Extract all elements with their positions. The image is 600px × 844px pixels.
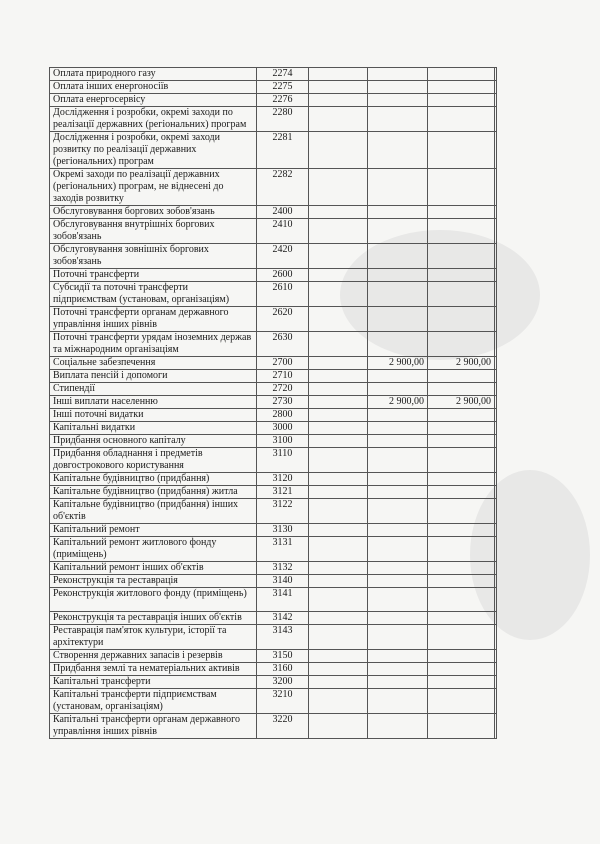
row-value-empty bbox=[495, 94, 497, 107]
row-value-empty bbox=[495, 499, 497, 524]
table-row bbox=[50, 332, 497, 357]
table-row bbox=[50, 357, 497, 370]
row-value-plan: 2 900,00 bbox=[368, 357, 428, 370]
row-code: 2710 bbox=[257, 370, 309, 383]
row-name: Дослідження і розробки, окремі заходи по реалізації державних (регіональних) програм bbox=[50, 107, 257, 132]
row-value-fact bbox=[428, 537, 495, 562]
table-row bbox=[50, 562, 497, 575]
row-value-empty bbox=[495, 575, 497, 588]
row-value-plan bbox=[368, 625, 428, 650]
row-value-plan bbox=[368, 132, 428, 169]
row-value-empty bbox=[495, 588, 497, 612]
row-name: Окремі заходи по реалізації державних (регіональних) програм, не віднесені до заходів розвитку bbox=[50, 169, 257, 206]
row-code: 3110 bbox=[257, 448, 309, 473]
row-value-empty bbox=[495, 68, 497, 81]
row-code: 3131 bbox=[257, 537, 309, 562]
row-name: Субсидії та поточні трансферти підприємствам (установам, організаціям) bbox=[50, 282, 257, 307]
table-row bbox=[50, 422, 497, 435]
row-code: 2280 bbox=[257, 107, 309, 132]
row-value-plan bbox=[368, 244, 428, 269]
row-value-plan bbox=[368, 307, 428, 332]
table-row bbox=[50, 219, 497, 244]
row-code: 3100 bbox=[257, 435, 309, 448]
table-row bbox=[50, 663, 497, 676]
row-value-empty bbox=[309, 169, 368, 206]
row-value-empty bbox=[495, 307, 497, 332]
row-name: Оплата інших енергоносіїв bbox=[50, 81, 257, 94]
row-value-fact bbox=[428, 132, 495, 169]
row-value-empty bbox=[495, 332, 497, 357]
row-value-plan bbox=[368, 383, 428, 396]
row-value-fact bbox=[428, 588, 495, 612]
row-value-empty bbox=[495, 107, 497, 132]
row-name: Придбання основного капіталу bbox=[50, 435, 257, 448]
row-code: 3200 bbox=[257, 676, 309, 689]
row-value-empty bbox=[495, 396, 497, 409]
row-value-plan bbox=[368, 206, 428, 219]
row-value-plan bbox=[368, 575, 428, 588]
row-value-fact bbox=[428, 625, 495, 650]
table-row bbox=[50, 575, 497, 588]
row-value-plan bbox=[368, 94, 428, 107]
table-row bbox=[50, 435, 497, 448]
row-value-empty bbox=[495, 370, 497, 383]
row-value-empty bbox=[495, 269, 497, 282]
row-value-fact bbox=[428, 244, 495, 269]
row-code: 2420 bbox=[257, 244, 309, 269]
table-row bbox=[50, 244, 497, 269]
row-name: Поточні трансферти bbox=[50, 269, 257, 282]
row-name: Капітальні трансферти bbox=[50, 676, 257, 689]
row-value-empty bbox=[309, 307, 368, 332]
row-value-empty bbox=[309, 107, 368, 132]
table-row bbox=[50, 169, 497, 206]
row-value-empty bbox=[309, 383, 368, 396]
row-code: 3220 bbox=[257, 714, 309, 739]
table-row bbox=[50, 650, 497, 663]
table-row bbox=[50, 499, 497, 524]
row-value-empty bbox=[495, 714, 497, 739]
row-name: Оплата енергосервісу bbox=[50, 94, 257, 107]
table-row bbox=[50, 689, 497, 714]
table-row bbox=[50, 107, 497, 132]
row-value-fact bbox=[428, 169, 495, 206]
row-value-plan bbox=[368, 68, 428, 81]
row-code: 2600 bbox=[257, 269, 309, 282]
row-value-empty bbox=[309, 370, 368, 383]
row-name: Поточні трансферти урядам іноземних держав та міжнародним організаціям bbox=[50, 332, 257, 357]
row-name: Обслуговування боргових зобов'язань bbox=[50, 206, 257, 219]
row-value-plan bbox=[368, 81, 428, 94]
row-value-plan bbox=[368, 524, 428, 537]
row-value-empty bbox=[309, 244, 368, 269]
row-code: 3140 bbox=[257, 575, 309, 588]
table-row bbox=[50, 269, 497, 282]
row-name: Стипендії bbox=[50, 383, 257, 396]
row-value-empty bbox=[495, 562, 497, 575]
row-name: Реконструкція житлового фонду (приміщень) bbox=[50, 588, 257, 612]
row-value-fact bbox=[428, 409, 495, 422]
row-name: Капітальне будівництво (придбання) bbox=[50, 473, 257, 486]
row-value-empty bbox=[495, 357, 497, 370]
row-name: Капітальне будівництво (придбання) інших об'єктів bbox=[50, 499, 257, 524]
row-value-fact bbox=[428, 524, 495, 537]
row-code: 2275 bbox=[257, 81, 309, 94]
row-code: 3141 bbox=[257, 588, 309, 612]
table-row bbox=[50, 206, 497, 219]
row-value-empty bbox=[309, 575, 368, 588]
table-row bbox=[50, 625, 497, 650]
row-value-empty bbox=[495, 81, 497, 94]
table-row bbox=[50, 524, 497, 537]
row-name: Капітальні трансферти органам державного управління інших рівнів bbox=[50, 714, 257, 739]
row-code: 3000 bbox=[257, 422, 309, 435]
table-row bbox=[50, 132, 497, 169]
row-value-empty bbox=[495, 206, 497, 219]
row-code: 2610 bbox=[257, 282, 309, 307]
row-value-empty bbox=[309, 219, 368, 244]
row-value-empty bbox=[309, 562, 368, 575]
table-row bbox=[50, 370, 497, 383]
row-value-plan bbox=[368, 282, 428, 307]
row-value-plan bbox=[368, 562, 428, 575]
row-name: Інші поточні видатки bbox=[50, 409, 257, 422]
row-value-empty bbox=[495, 244, 497, 269]
row-code: 2400 bbox=[257, 206, 309, 219]
row-value-fact bbox=[428, 107, 495, 132]
budget-expenditure-table bbox=[49, 67, 497, 739]
row-code: 3160 bbox=[257, 663, 309, 676]
row-value-empty bbox=[309, 714, 368, 739]
row-value-empty bbox=[309, 206, 368, 219]
row-value-empty bbox=[495, 537, 497, 562]
row-value-empty bbox=[309, 81, 368, 94]
row-value-plan bbox=[368, 537, 428, 562]
row-code: 3130 bbox=[257, 524, 309, 537]
row-value-fact bbox=[428, 206, 495, 219]
row-name: Придбання землі та нематеріальних активів bbox=[50, 663, 257, 676]
table-row bbox=[50, 448, 497, 473]
row-code: 2700 bbox=[257, 357, 309, 370]
row-value-fact bbox=[428, 422, 495, 435]
row-value-empty bbox=[495, 524, 497, 537]
row-value-fact bbox=[428, 282, 495, 307]
table-row bbox=[50, 714, 497, 739]
row-value-empty bbox=[495, 676, 497, 689]
row-value-empty bbox=[309, 409, 368, 422]
row-name: Дослідження і розробки, окремі заходи розвитку по реалізації державних (регіональних) програм bbox=[50, 132, 257, 169]
row-name: Соціальне забезпечення bbox=[50, 357, 257, 370]
table-row bbox=[50, 383, 497, 396]
row-value-fact bbox=[428, 383, 495, 396]
row-value-empty bbox=[495, 169, 497, 206]
row-name: Придбання обладнання і предметів довгострокового користування bbox=[50, 448, 257, 473]
row-code: 2410 bbox=[257, 219, 309, 244]
table-row bbox=[50, 409, 497, 422]
row-name: Створення державних запасів і резервів bbox=[50, 650, 257, 663]
row-value-empty bbox=[309, 68, 368, 81]
row-value-fact bbox=[428, 219, 495, 244]
row-code: 2274 bbox=[257, 68, 309, 81]
row-code: 3142 bbox=[257, 612, 309, 625]
row-value-empty bbox=[309, 486, 368, 499]
row-value-empty bbox=[495, 132, 497, 169]
row-value-plan bbox=[368, 169, 428, 206]
row-value-empty bbox=[495, 219, 497, 244]
row-value-plan bbox=[368, 486, 428, 499]
table-row bbox=[50, 282, 497, 307]
row-name: Капітальний ремонт bbox=[50, 524, 257, 537]
table-row bbox=[50, 68, 497, 81]
row-value-plan bbox=[368, 370, 428, 383]
row-value-plan bbox=[368, 612, 428, 625]
row-value-empty bbox=[309, 357, 368, 370]
row-value-empty bbox=[495, 486, 497, 499]
row-name: Капітальні трансферти підприємствам (установам, організаціям) bbox=[50, 689, 257, 714]
table-row bbox=[50, 94, 497, 107]
row-value-empty bbox=[309, 422, 368, 435]
row-value-empty bbox=[495, 422, 497, 435]
row-value-plan bbox=[368, 588, 428, 612]
row-name: Інші виплати населенню bbox=[50, 396, 257, 409]
row-code: 2730 bbox=[257, 396, 309, 409]
row-code: 2620 bbox=[257, 307, 309, 332]
row-value-fact bbox=[428, 68, 495, 81]
row-name: Реконструкція та реставрація bbox=[50, 575, 257, 588]
row-value-plan bbox=[368, 650, 428, 663]
row-value-empty bbox=[309, 612, 368, 625]
row-value-empty bbox=[309, 269, 368, 282]
row-value-fact bbox=[428, 269, 495, 282]
row-value-plan bbox=[368, 663, 428, 676]
row-code: 3210 bbox=[257, 689, 309, 714]
row-code: 3143 bbox=[257, 625, 309, 650]
row-value-empty bbox=[309, 448, 368, 473]
row-value-fact bbox=[428, 689, 495, 714]
row-value-fact: 2 900,00 bbox=[428, 357, 495, 370]
row-value-plan bbox=[368, 422, 428, 435]
row-code: 3122 bbox=[257, 499, 309, 524]
row-value-plan bbox=[368, 409, 428, 422]
row-value-empty bbox=[495, 282, 497, 307]
row-value-fact bbox=[428, 435, 495, 448]
row-value-empty bbox=[309, 499, 368, 524]
row-name: Поточні трансферти органам державного управління інших рівнів bbox=[50, 307, 257, 332]
row-value-plan bbox=[368, 499, 428, 524]
row-value-fact bbox=[428, 332, 495, 357]
table-row bbox=[50, 473, 497, 486]
row-name: Капітальний ремонт житлового фонду (приміщень) bbox=[50, 537, 257, 562]
table-row bbox=[50, 588, 497, 612]
row-value-empty bbox=[495, 473, 497, 486]
row-code: 2800 bbox=[257, 409, 309, 422]
row-value-plan bbox=[368, 332, 428, 357]
row-value-empty bbox=[309, 435, 368, 448]
row-value-empty bbox=[495, 409, 497, 422]
row-value-plan: 2 900,00 bbox=[368, 396, 428, 409]
row-code: 2281 bbox=[257, 132, 309, 169]
row-value-plan bbox=[368, 435, 428, 448]
row-value-fact bbox=[428, 94, 495, 107]
row-value-plan bbox=[368, 714, 428, 739]
row-value-empty bbox=[309, 537, 368, 562]
row-code: 2282 bbox=[257, 169, 309, 206]
row-code: 3121 bbox=[257, 486, 309, 499]
row-value-empty bbox=[495, 612, 497, 625]
row-value-empty bbox=[495, 663, 497, 676]
row-value-fact bbox=[428, 650, 495, 663]
row-code: 2276 bbox=[257, 94, 309, 107]
row-code: 2720 bbox=[257, 383, 309, 396]
row-value-plan bbox=[368, 448, 428, 473]
table-row bbox=[50, 307, 497, 332]
table-row bbox=[50, 486, 497, 499]
row-value-fact: 2 900,00 bbox=[428, 396, 495, 409]
row-value-empty bbox=[309, 689, 368, 714]
row-value-plan bbox=[368, 219, 428, 244]
row-value-plan bbox=[368, 269, 428, 282]
row-code: 2630 bbox=[257, 332, 309, 357]
row-value-fact bbox=[428, 575, 495, 588]
row-value-fact bbox=[428, 676, 495, 689]
row-value-empty bbox=[309, 650, 368, 663]
row-code: 3150 bbox=[257, 650, 309, 663]
row-value-empty bbox=[309, 94, 368, 107]
table-row bbox=[50, 396, 497, 409]
row-name: Виплата пенсій і допомоги bbox=[50, 370, 257, 383]
row-name: Капітальні видатки bbox=[50, 422, 257, 435]
table-row bbox=[50, 537, 497, 562]
row-value-empty bbox=[309, 473, 368, 486]
row-name: Реконструкція та реставрація інших об'єктів bbox=[50, 612, 257, 625]
row-value-empty bbox=[309, 588, 368, 612]
row-value-plan bbox=[368, 107, 428, 132]
row-value-fact bbox=[428, 486, 495, 499]
row-value-fact bbox=[428, 612, 495, 625]
row-value-plan bbox=[368, 689, 428, 714]
row-value-fact bbox=[428, 448, 495, 473]
row-value-fact bbox=[428, 81, 495, 94]
row-value-empty bbox=[309, 524, 368, 537]
row-value-empty bbox=[495, 625, 497, 650]
row-value-fact bbox=[428, 307, 495, 332]
row-name: Обслуговування внутрішніх боргових зобов'язань bbox=[50, 219, 257, 244]
row-value-plan bbox=[368, 676, 428, 689]
row-value-empty bbox=[309, 663, 368, 676]
row-name: Реставрація пам'яток культури, історії та архітектури bbox=[50, 625, 257, 650]
row-code: 3120 bbox=[257, 473, 309, 486]
row-name: Оплата природного газу bbox=[50, 68, 257, 81]
row-code: 3132 bbox=[257, 562, 309, 575]
row-value-empty bbox=[495, 448, 497, 473]
table-row bbox=[50, 612, 497, 625]
row-value-fact bbox=[428, 473, 495, 486]
row-value-fact bbox=[428, 714, 495, 739]
row-value-empty bbox=[495, 689, 497, 714]
row-value-empty bbox=[495, 435, 497, 448]
row-value-fact bbox=[428, 562, 495, 575]
row-value-fact bbox=[428, 663, 495, 676]
row-value-empty bbox=[309, 625, 368, 650]
row-value-empty bbox=[309, 676, 368, 689]
row-value-fact bbox=[428, 370, 495, 383]
row-name: Капітальне будівництво (придбання) житла bbox=[50, 486, 257, 499]
row-value-fact bbox=[428, 499, 495, 524]
row-value-empty bbox=[309, 132, 368, 169]
row-name: Обслуговування зовнішніх боргових зобов'язань bbox=[50, 244, 257, 269]
row-value-empty bbox=[495, 383, 497, 396]
table-row bbox=[50, 81, 497, 94]
row-value-empty bbox=[309, 332, 368, 357]
row-value-empty bbox=[309, 396, 368, 409]
row-value-empty bbox=[309, 282, 368, 307]
row-name: Капітальний ремонт інших об'єктів bbox=[50, 562, 257, 575]
table-row bbox=[50, 676, 497, 689]
row-value-empty bbox=[495, 650, 497, 663]
row-value-plan bbox=[368, 473, 428, 486]
